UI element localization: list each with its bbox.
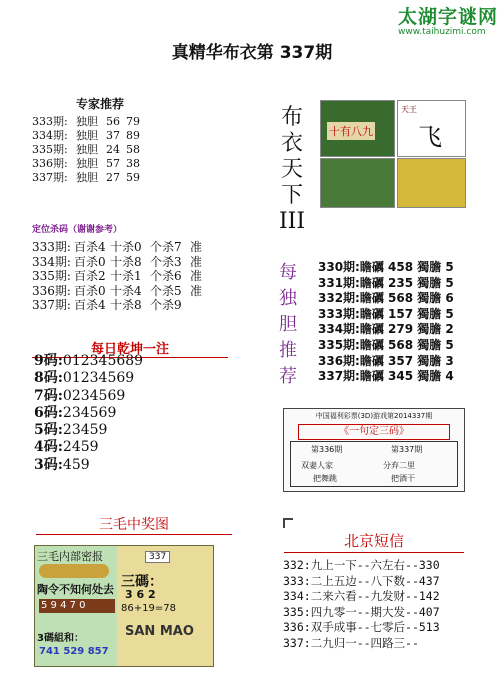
expert-row: 336期: 独胆 57 38 xyxy=(32,157,140,170)
every-row: 331期:瞻礪 235 獨膽 5 xyxy=(318,275,454,290)
kill-row: 337期: 百杀4 十杀8 个杀9 xyxy=(32,298,182,312)
sanmao-combo-val: 741 529 857 xyxy=(39,646,109,657)
beijing-divider xyxy=(284,552,464,553)
pic-d xyxy=(397,158,466,208)
corner-mark xyxy=(283,518,293,528)
daily-list xyxy=(34,353,143,474)
beijing-row: 337:二九归一--四路三-- xyxy=(283,635,419,650)
daily-row: 4码:2459 xyxy=(34,439,99,456)
daily-row: 8码:01234569 xyxy=(34,370,135,387)
kill-title: 定位杀码（谢谢参考） xyxy=(32,225,123,235)
expert-list xyxy=(32,115,140,185)
lottery-card xyxy=(283,408,465,492)
every-row: 333期:瞻礪 157 獨膽 5 xyxy=(318,306,454,321)
image-grid xyxy=(320,100,465,210)
every-row: 336期:瞻礪 357 獨膽 3 xyxy=(318,353,454,368)
kill-list xyxy=(32,240,202,313)
sanmao-three: 三碼： xyxy=(121,574,163,590)
pic-b-glyph: 飞 xyxy=(418,123,442,151)
lottery-cell: 分弃二里 xyxy=(383,461,415,470)
expert-title: 专家推荐 xyxy=(76,97,125,111)
lottery-table xyxy=(290,441,458,487)
daily-title: 每日乾坤一注 xyxy=(32,338,228,358)
kill-row: 334期: 百杀0 十杀8 个杀3 准 xyxy=(32,254,203,269)
lottery-col2-head: 第337期 xyxy=(391,445,423,454)
site-url: www.taihuzimi.com xyxy=(398,27,486,37)
sanmao-badge xyxy=(39,564,109,578)
sanmao-issue: 337 xyxy=(145,551,170,563)
expert-row: 335期: 独胆 24 58 xyxy=(32,143,140,156)
expert-row: 337期: 独胆 27 59 xyxy=(32,171,140,184)
sanmao-digits: 5 9 4 7 0 xyxy=(39,599,115,613)
daily-row: 9码:012345689 xyxy=(34,353,144,369)
beijing-row: 336:双手成事--七零后--513 xyxy=(283,620,440,635)
daily-row: 6码:234569 xyxy=(34,404,117,421)
sanmao-brand: SAN MAO xyxy=(125,624,194,639)
lottery-col1-head: 第336期 xyxy=(311,445,343,454)
pic-a: 十有八九 xyxy=(320,100,395,157)
every-row: 332期:瞻礪 568 獨膽 6 xyxy=(318,291,454,306)
vertical-title: 布衣天下III xyxy=(278,105,306,234)
daily-row: 3码:459 xyxy=(34,456,90,473)
sanmao-internal: 三毛内部密报 xyxy=(37,550,103,563)
every-row: 335期:瞻礪 568 獨膽 5 xyxy=(318,337,454,352)
beijing-list xyxy=(283,558,440,652)
every-list xyxy=(318,260,454,385)
expert-row: 334期: 独胆 37 89 xyxy=(32,129,140,142)
beijing-row: 333:二上五边--八下数--437 xyxy=(283,573,440,588)
every-row: 330期:瞻礪 458 獨膽 5 xyxy=(318,260,454,274)
lottery-cell: 把酒干 xyxy=(391,474,415,483)
beijing-title: 北京短信 xyxy=(343,532,404,550)
beijing-row: 335:四九零一--期大发--407 xyxy=(283,604,440,619)
every-row: 337期:瞻礪 345 獨膽 4 xyxy=(318,369,454,384)
daily-row: 7码:0234569 xyxy=(34,387,126,404)
site-logo[interactable] xyxy=(398,2,502,37)
kill-row: 335期: 百杀2 十杀1 个杀6 准 xyxy=(32,269,203,283)
beijing-row: 334:二来六看--九发财--142 xyxy=(283,589,440,604)
expert-row: 333期: 独胆 56 79 xyxy=(32,115,140,128)
sanmao-formula: 86+19=78 xyxy=(121,603,176,614)
pic-c xyxy=(320,158,395,208)
page-title: 真精华布衣第 337期 xyxy=(171,43,333,63)
lottery-cell: 把舞跳 xyxy=(313,474,337,483)
sanmao-three-val: 3 6 2 xyxy=(125,588,156,601)
beijing-row: 332:九上一下--六左右--330 xyxy=(283,558,440,572)
site-name: 太湖字谜网 xyxy=(398,6,499,28)
pic-b: 天王 飞 xyxy=(397,100,466,157)
sanmao-combo: 3碼組和： xyxy=(37,633,84,644)
lottery-band: 《一句定三码》 xyxy=(298,424,450,440)
lottery-header: 中国福利彩票(3D)游戏第2014337期 xyxy=(315,412,433,420)
sanmao-lost: 陶令不知何处去 xyxy=(37,583,114,596)
kill-row: 336期: 百杀0 十杀4 个杀5 准 xyxy=(32,283,203,298)
daily-row: 5码:23459 xyxy=(34,422,108,439)
sanmao-image xyxy=(34,545,214,667)
every-row: 334期:瞻礪 279 獨膽 2 xyxy=(318,322,454,337)
lottery-cell: 双妻人家 xyxy=(301,461,333,470)
every-title: 每独胆推荐 xyxy=(279,262,297,387)
kill-row: 333期: 百杀4 十杀0 个杀7 准 xyxy=(32,240,203,254)
sanmao-title: 三毛中奖图 xyxy=(36,514,232,535)
